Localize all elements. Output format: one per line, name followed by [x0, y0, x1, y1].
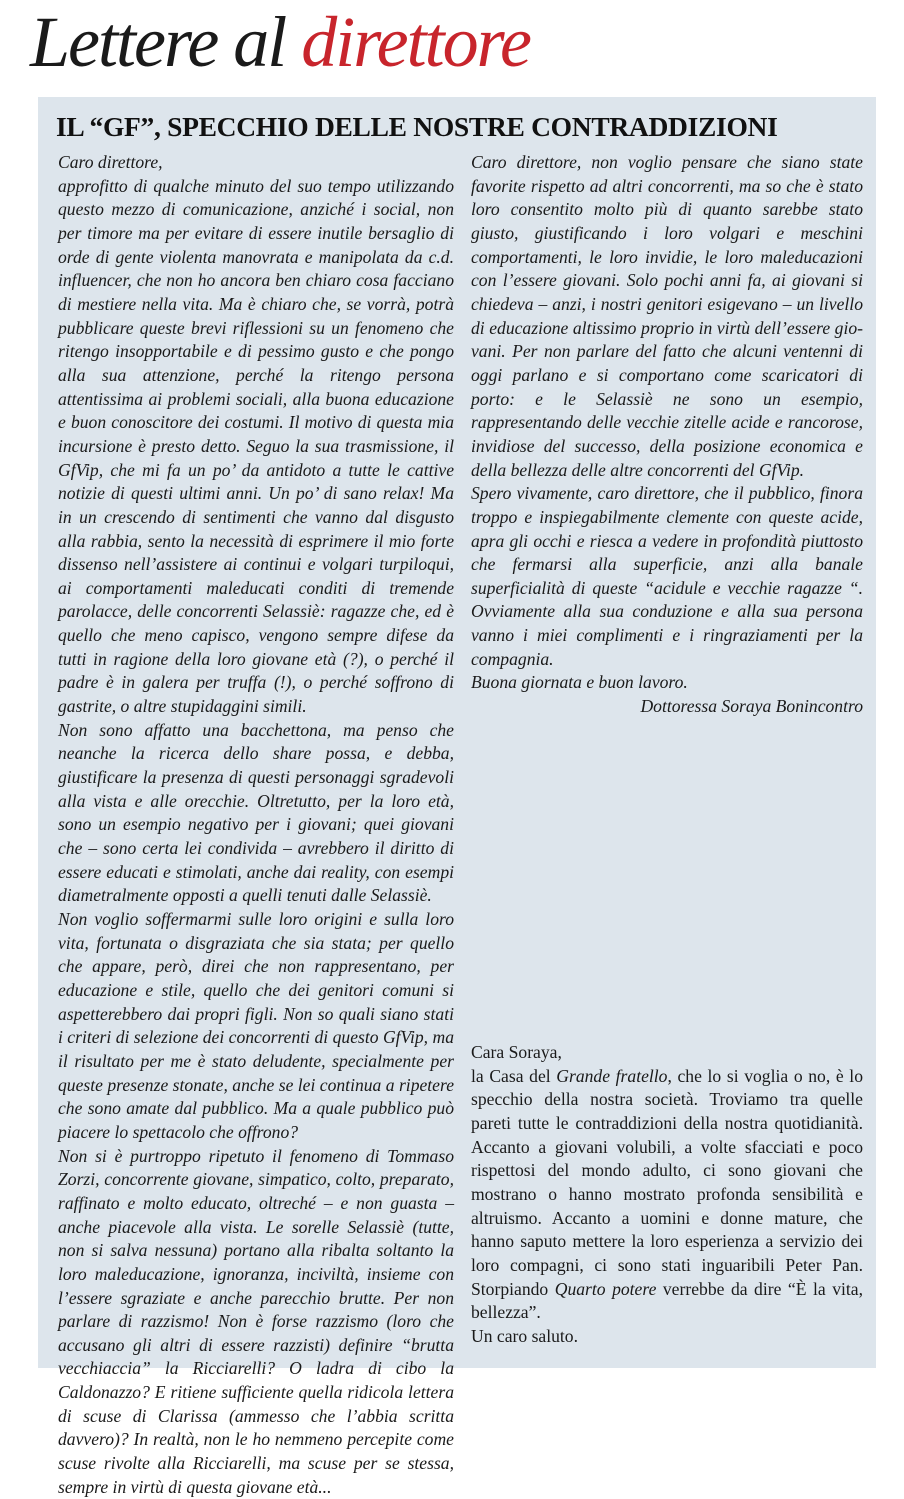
letter-paragraph-5: Caro direttore, non voglio pensare che siano state favorite rispetto ad altri concorrenti, ma so che è stato loro consentito molto più di quanto sarebbe stato giusto, giustificando i loro volgari e meschini comportamenti, le loro invidie, le loro maleducazioni con l’essere giovani. Solo pochi anni fa, ai giovani si chiedeva – anzi, i nostri genitori esigevano – un livello di educazione altissimo proprio in virtù dell’essere giovani. Per non parlare del fatto che alcuni ventenni di oggi parlano e si comportano come scaricatori di porto: e le Selassiè ne sono un esempio, rappresentando delle vecchie zitelle acide e rancorose, invidiose del successo, della posizione economica e della bellezza delle altre concorrenti del GfVip. [471, 152, 863, 480]
reply-title-quarto-potere: Quarto potere [554, 1278, 657, 1299]
letter-panel [38, 97, 876, 1497]
editor-reply [471, 1041, 863, 1349]
letter-column-right [471, 151, 863, 719]
reply-text-b: , che lo si voglia o no, è lo specchio della nostra società. Troviamo tra quelle pareti tutte le contraddizioni della nostra quotidianità. Accanto a giovani volubili, a volte sfacciati e poco rispettosi del mondo adulto, ci sono giovani che mostrano o hanno mostrato profonda sensibilità e altruismo. Accanto a uomini e donne mature, che hanno saputo mettere la loro esperienza a servizio dei loro compagni, ci sono stati inguaribili Peter Pan. Storpiando [471, 1065, 863, 1299]
reply-closing: Un caro saluto. [471, 1325, 578, 1346]
letter-paragraph-3: Non voglio soffermarmi sulle loro origini e sulla loro vita, fortunata o disgraziata che sia stata; per quello che appare, però, direi che non rappresentano, per educazione e stile, quello che dei genitori comuni si aspetterebbero dai propri figli. Non so quali siano stati i criteri di selezione dei concorrenti di questo GfVip, ma il risultato per me è stato deludente, specialmente per queste presenze stonate, anche se lei continua a ripetere che sono amate dal pubblico. Ma a quale pubblico può piacere lo spettacolo che offrono? [58, 909, 454, 1142]
letter-salutation: Caro direttore, [58, 152, 163, 172]
section-title-part1: Lettere al [30, 2, 302, 82]
reply-text-c: verrebbe da dire “È la vita, bellezza”. [471, 1278, 863, 1323]
reply-body [471, 1065, 863, 1325]
section-title [30, 2, 530, 82]
letter-paragraph-4: Non si è purtroppo ripetuto il fenomeno di Tommaso Zorzi, concorrente giovane, simpatico, colto, preparato, raffinato e molto educato, oltreché – e non guasta – anche piacevole alla vista. Le sorelle Selassiè (tutte, non si salva nessuna) portano alla ribalta soltanto la loro maleducazione, ignoranza, inciviltà, insieme con l’essere sgraziate e anche parecchio brutte. Per non parlare di razzismo! Non è forse razzismo (loro che accusano gli altri di essere razzisti) definire “brutta vecchiaccia” la Ricciarelli? O ladra di cibo la Caldonazzo? E ritiene sufficiente quella ridicola lettera di scuse di Clarissa (ammesso che l’abbia scritta davvero)? In realtà, non le ho nemmeno percepite come scuse rivolte alla Ricciarelli, ma scuse per se stessa, sempre in virtù di questa giovane età... [58, 1145, 454, 1497]
letter-paragraph-2: Non sono affatto una bacchettona, ma penso che neanche la ricerca dello share possa, e debba, giustificare la presenza di questi personaggi sgradevoli alla vista e alle orecchie. Oltretutto, per la loro età, sono un esempio negativo per i giovani; quei giovani che – sono certa lei condivida – avrebbero il diritto di essere educati e stimolati, anche dai reality, con esempi diametralmente opposti a quelli tenuti dalle Selassiè. [58, 719, 454, 906]
section-title-part2: direttore [301, 2, 530, 82]
letter-paragraph-1: approfitto di qualche minuto del suo tempo utilizzando questo mezzo di comunicazione, anziché i social, non per timore ma per evitare di essere inutile bersaglio di orde di gente violenta manovrata e manipolata da c.d. influencer, che non ho ancora ben chiaro cosa facciano di mestiere nella vita. Ma è chiaro che, se vorrà, potrà pubblicare queste brevi riflessioni su un fenomeno che ritengo insopportabile e di pessimo gusto e che pongo alla sua attenzione, perché la ritengo persona attentissima ai problemi sociali, alla buona educazione e buon conoscitore dei costumi. Il motivo di questa mia incursione è presto detto. Seguo la sua trasmissione, il GfVip, che mi fa un po’ da antidoto a tutte le cattive notizie di questi ultimi anni. Un po’ di sano relax! Ma in un crescendo di sentimenti che vanno dal disgusto alla rabbia, sento la necessità di esprimere il mio forte dissenso nell’assistere ai continui e volgari turpiloqui, ai comportamenti maleducati conditi di tremende parolacce, delle concorrenti Selassiè: ragazze che, ed è quello che meno capisco, vengono sempre difese da tutti in ragione della loro giovane età (?), o perché il padre è in galera per truffa (!), o perché soffrono di gastrite, o altre stupidaggini simili. [58, 175, 454, 717]
reply-salutation: Cara Soraya, [471, 1042, 562, 1062]
reply-text-a: la Casa del [471, 1065, 557, 1086]
letter-signature: Dottoressa Soraya Bonincontro [640, 696, 863, 717]
letter-headline: IL “GF”, SPECCHIO DELLE NOSTRE CONTRADDIZIONI [56, 111, 778, 142]
letter-column-left [58, 151, 454, 1499]
letter-closing: Buona giornata e buon lavoro. [471, 672, 688, 693]
reply-title-grande-fratello: Grande fratello [556, 1065, 668, 1086]
letter-paragraph-6: Spero vivamente, caro direttore, che il pubblico, finora troppo e inspiegabilmente clemente con queste acide, apra gli occhi e riesca a vedere in profondità piuttosto che fermarsi alla superficie, anzi alla banale superficialità di queste “acidule e vecchie ragazze “. Ovviamente alla sua conduzione e alla sua persona vanno i miei complimenti e i ringraziamenti per la compagnia. [471, 483, 863, 669]
